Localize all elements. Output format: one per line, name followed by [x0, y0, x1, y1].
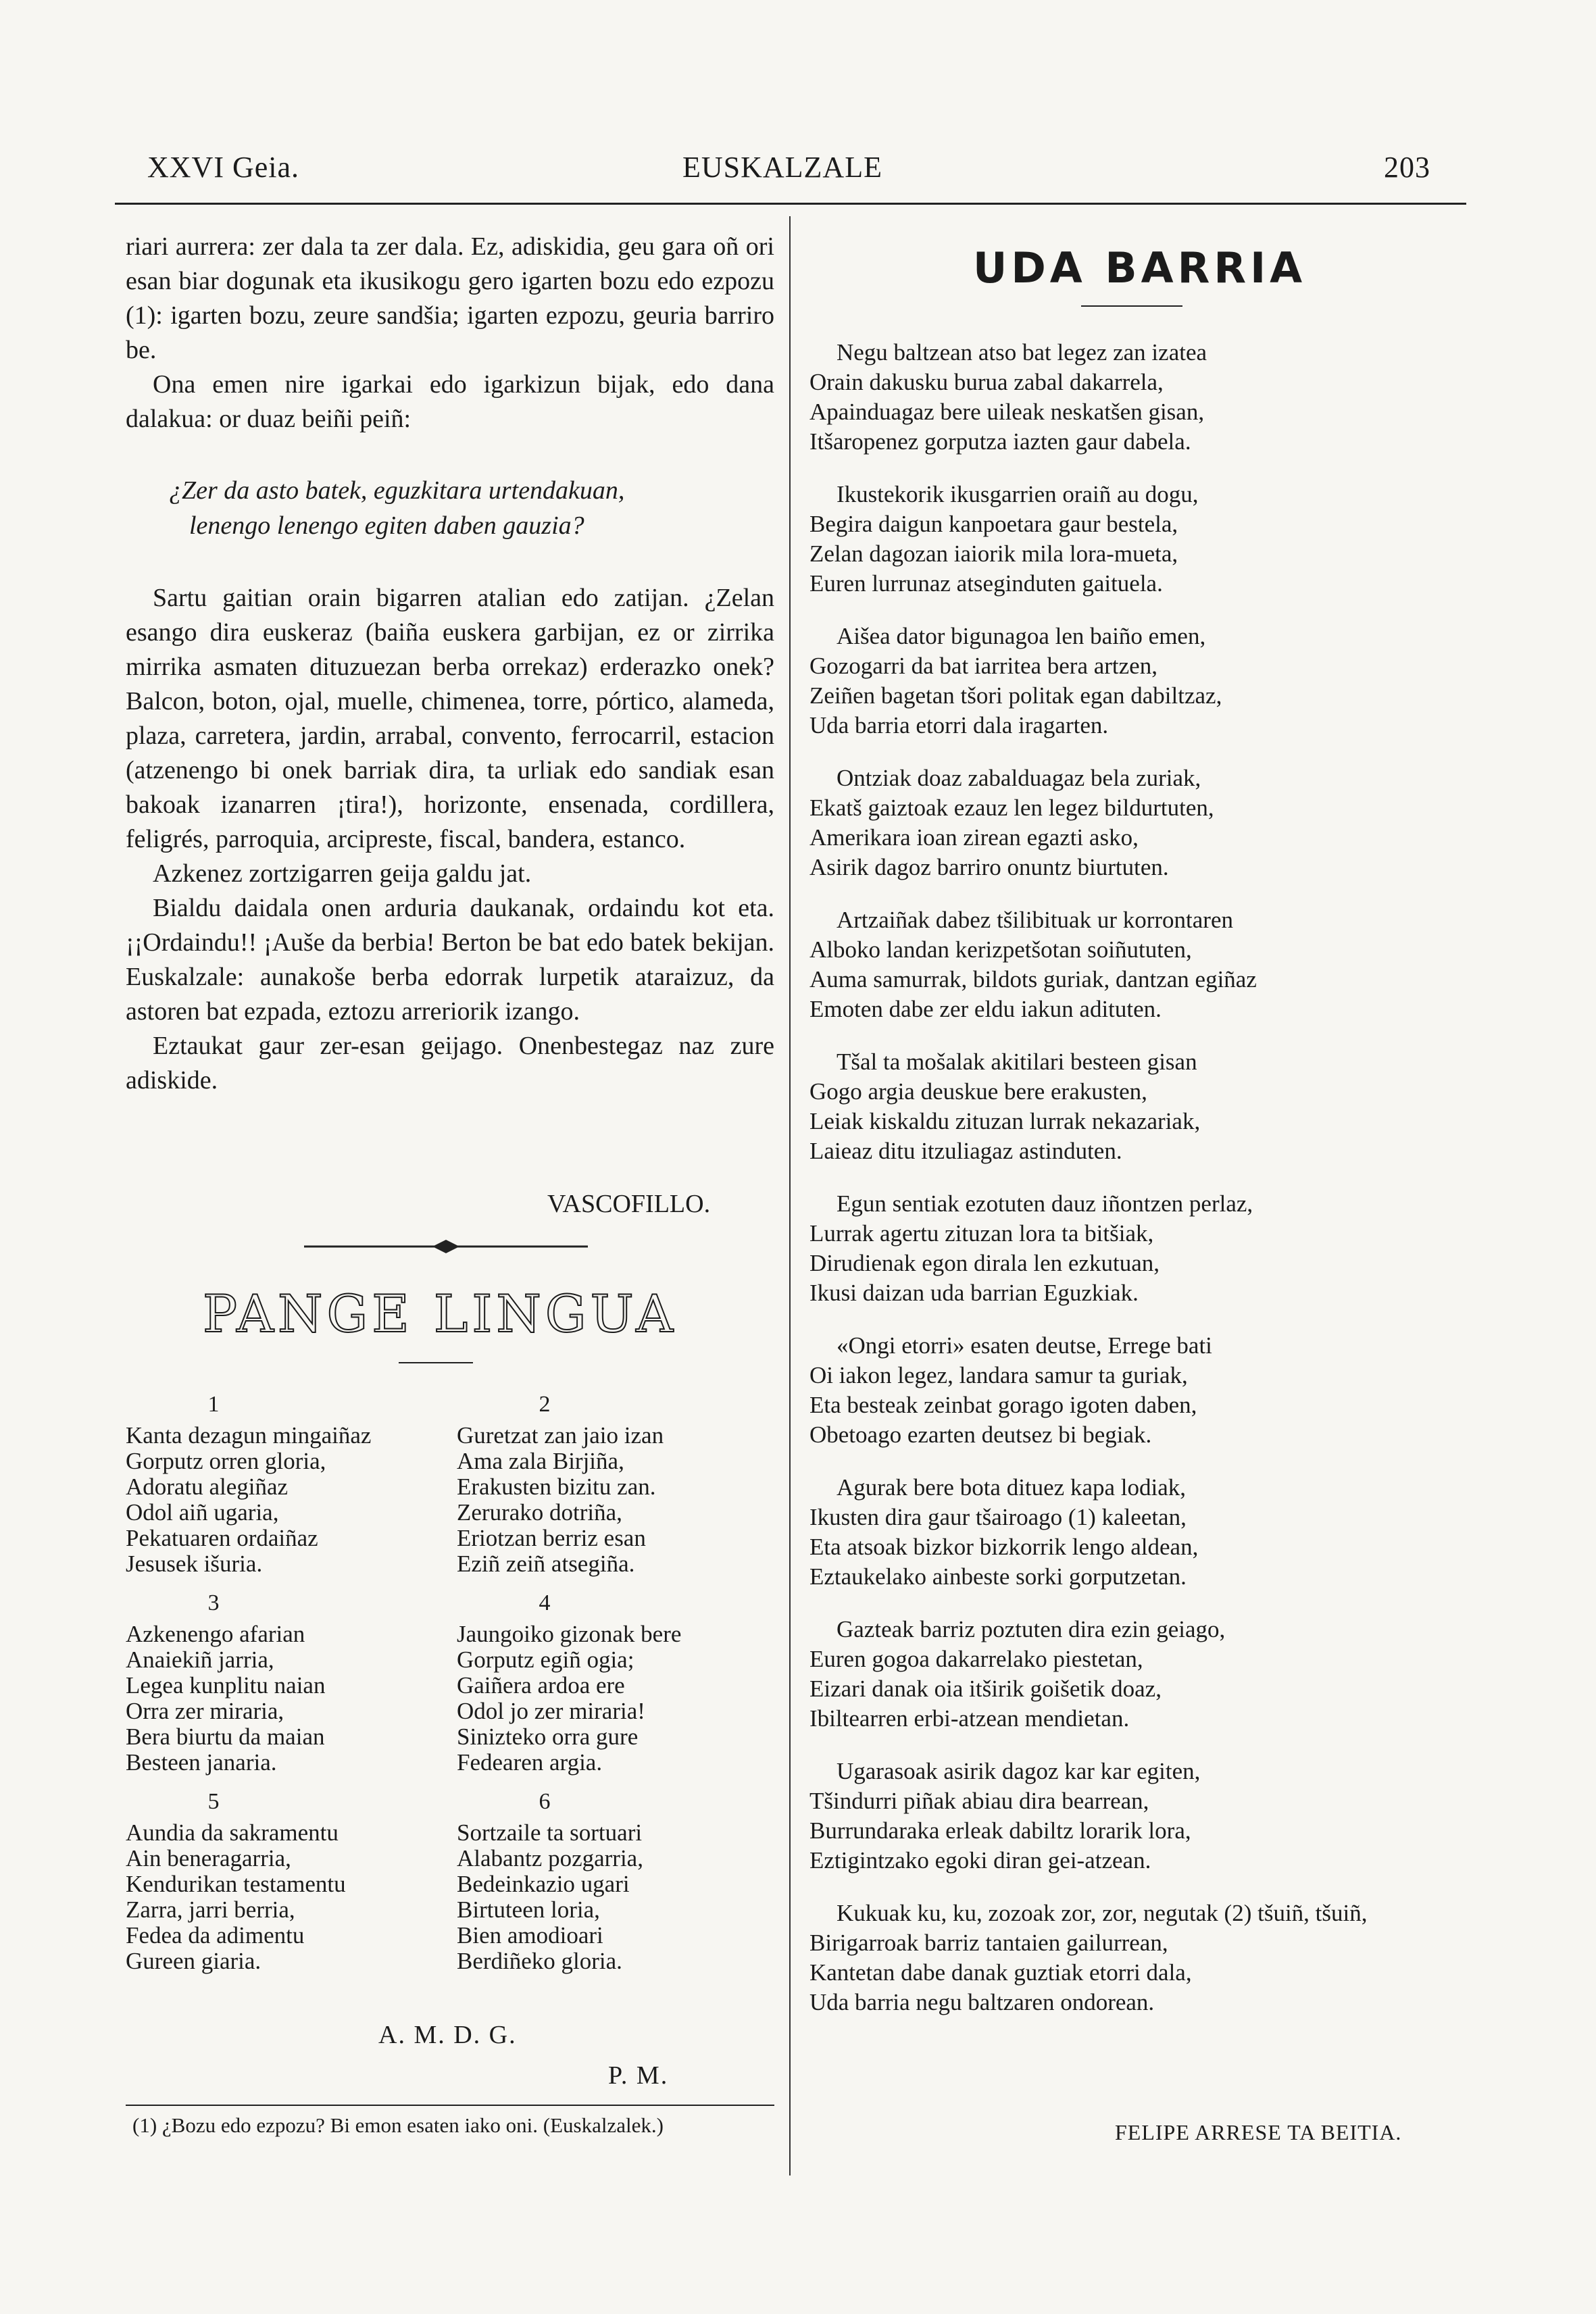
verse-line: Eriotzan berriz esan [457, 1525, 646, 1551]
verse-line: Uda barria etorri dala iragarten. [809, 712, 1109, 738]
poem-stanza [809, 1615, 1458, 1734]
verse-line: Kukuak ku, ku, zozoak zor, zor, negutak (2) tšuiñ, tšuiñ, [837, 1900, 1368, 1926]
verse-line: Uda barria negu baltzaren ondorean. [809, 1989, 1155, 2015]
verse-line: Dirudienak egon dirala len ezkutuan, [809, 1250, 1159, 1276]
stanza-number: 4 [539, 1590, 551, 1615]
verse-line: Fedea da adimentu [126, 1922, 305, 1948]
stanza-4 [457, 1590, 768, 1776]
verse-line: Ontziak doaz zabalduagaz bela zuriak, [837, 765, 1201, 791]
verse-line: Euren lurrunaz atseginduten gaituela. [809, 570, 1163, 597]
verse-line: Azkenengo afarian [126, 1621, 305, 1647]
verse-line: Anaiekiñ jarria, [126, 1646, 274, 1673]
verse-line: Guretzat zan jaio izan [457, 1422, 664, 1449]
verse-line: Eziñ zeiñ atsegiña. [457, 1551, 635, 1577]
verse-line: Odol jo zer miraria! [457, 1698, 645, 1724]
verse-line: Oi iakon legez, landara samur ta guriak, [809, 1362, 1188, 1388]
verse-line: Gazteak barriz poztuten dira ezin geiago, [837, 1616, 1226, 1642]
column-divider [789, 216, 791, 2175]
verse-line: Berdiñeko gloria. [457, 1948, 622, 1974]
verse-line: Bien amodioari [457, 1922, 603, 1948]
verse-line: Ikusi daizan uda barrian Eguzkiak. [809, 1280, 1139, 1306]
verse-line: Burrundaraka erleak dabiltz lorarik lora, [809, 1817, 1191, 1844]
verse-line: Fedearen argia. [457, 1749, 603, 1776]
verse-line: Odol aiñ ugaria, [126, 1499, 279, 1526]
verse-line: Tšindurri piñak abiau dira bearrean, [809, 1788, 1149, 1814]
title-underline [1081, 305, 1182, 307]
poem-stanza [809, 1473, 1458, 1592]
verse-line: Tšal ta mošalak akitilari besteen gisan [837, 1049, 1197, 1075]
riddle [169, 473, 777, 543]
verse-line: Gorputz egiñ ogia; [457, 1646, 634, 1673]
stanza-6 [457, 1789, 768, 1974]
verse-line: Jaungoiko gizonak bere [457, 1621, 682, 1647]
paragraph: Sartu gaitian orain bigarren atalian edo zatijan. ¿Zelan esango dira euskeraz (baiña euskera garbijan, ez or zirrika mirrika asmaten dituzuezan berba orrekaz) erderazko onek? Balcon, boton, ojal, muelle, chimenea, torre, pórtico, alameda, plaza, carretera, jardin, arrabal, convento, ferrocarril, estacion (atzenengo bi onek barriak dira, ta urliak edo sandiak esan bakoak izanarren ¡tira!), horizonte, ensenada, cordillera, feligrés, parroquia, arcipreste, fiscal, bandera, estanco. [126, 584, 774, 853]
verse-line: Legea kunplitu naian [126, 1672, 326, 1699]
riddle-line: ¿Zer da asto batek, eguzkitara urtendakuan, [169, 476, 625, 505]
verse-line: Eizari danak oia itširik goišetik doaz, [809, 1676, 1162, 1702]
verse-line: Eztigintzako egoki diran gei-atzean. [809, 1847, 1151, 1873]
verse-line: Adoratu alegiñaz [126, 1474, 289, 1500]
verse-line: Birtuteen loria, [457, 1896, 600, 1923]
stanza-number: 2 [539, 1392, 551, 1417]
verse-line: Kantetan dabe danak guztiak etorri dala, [809, 1959, 1192, 1986]
verse-line: Zeiñen bagetan tšori politak egan dabiltzaz, [809, 682, 1222, 709]
header-rule [115, 203, 1466, 205]
verse-line: Egun sentiak ezotuten dauz iñontzen perlaz, [837, 1190, 1253, 1217]
paragraph: Bialdu daidala onen arduria daukanak, ordaindu kot eta. ¡¡Ordaindu!! ¡Aušе da berbia! Berton be bat edo batek bekijan. Euskalzale: aunakoše berba edorrak lurpetik ataraizuz, da astoren bat ezpada, eztozu arreriorik izango. [126, 894, 774, 1026]
verse-line: Obetoago ezarten deutsez bi begiak. [809, 1422, 1152, 1448]
verse-line: Laieaz ditu itzuliagaz astinduten. [809, 1138, 1122, 1164]
poem-stanza [809, 905, 1458, 1024]
verse-line: Begira daigun kanpoetara gaur bestela, [809, 511, 1178, 537]
verse-line: Pekatuaren ordaiñaz [126, 1525, 318, 1551]
verse-line: Gaiñera ardoa ere [457, 1672, 625, 1699]
stanza-number: 6 [539, 1789, 551, 1814]
verse-line: Kanta dezagun mingaiñaz [126, 1422, 372, 1449]
verse-line: Eta atsoak bizkor bizkorrik lengo aldean, [809, 1534, 1199, 1560]
paragraph: riari aurrera: zer dala ta zer dala. Ez, adiskidia, geu gara oñ ori esan biar dogunak eta ikusikogu gero igarten bozu edo ezpozu (1): igarten bozu, zeure sandšia; igarten ezpozu, geuria barriro be. [126, 232, 774, 364]
stanza-5 [126, 1789, 457, 1974]
verse-line: Erakusten bizitu zan. [457, 1474, 656, 1500]
verse-line: Itšaropenez gorputza iazten gaur dabela. [809, 428, 1191, 455]
verse-line: Ugarasoak asirik dagoz kar kar egiten, [837, 1758, 1201, 1784]
stanza-number: 5 [207, 1789, 220, 1814]
pange-stanzas [126, 1392, 774, 1974]
verse-line: Ibiltearren erbi-atzean mendietan. [809, 1705, 1130, 1732]
paragraph: Ona emen nire igarkai edo igarkizun bijak, edo dana dalakua: or duaz beiñi peiñ: [126, 370, 774, 433]
verse-line: Orra zer miraria, [126, 1698, 284, 1724]
stanza-1 [126, 1392, 457, 1577]
verse-line: Negu baltzean atso bat legez zan izatea [837, 339, 1207, 366]
verse-line: Emoten dabe zer eldu iakun adituten. [809, 996, 1162, 1022]
uda-barria-title: UDA BARRIA [973, 243, 1307, 293]
verse-line: Gorputz orren gloria, [126, 1448, 326, 1474]
verse-line: Eztaukelako ainbeste sorki gorputzetan. [809, 1563, 1187, 1590]
poem-stanza [809, 1898, 1458, 2017]
poem-stanza [809, 1331, 1458, 1450]
riddle-line: lenengo lenengo egiten daben gauzia? [189, 511, 584, 540]
verse-line: Euren gogoa dakarrelako piestetan, [809, 1646, 1143, 1672]
verse-line: Auma samurrak, bildots guriak, dantzan egiñaz [809, 966, 1257, 992]
stanza-2 [457, 1392, 768, 1577]
poem-stanza [809, 763, 1458, 882]
verse-line: Gureen giaria. [126, 1948, 261, 1974]
verse-line: Sinizteko orra gure [457, 1724, 639, 1750]
left-text-block-1 [126, 230, 774, 436]
verse-line: Ikustekorik ikusgarrien oraiñ au dogu, [837, 481, 1199, 507]
paragraph: Azkenez zortzigarren geija galdu jat. [153, 859, 532, 888]
amdg: A. M. D. G. [378, 2021, 517, 2049]
verse-line: Kendurikan testamentu [126, 1871, 346, 1897]
verse-line: Jesusek išuria. [126, 1551, 263, 1577]
verse-line: Agurak bere bota dituez kapa lodiak, [837, 1474, 1187, 1501]
uda-barria-poem [809, 338, 1458, 2017]
verse-line: Ain beneragarria, [126, 1845, 291, 1871]
left-text-block-2 [126, 581, 774, 1098]
pange-lingua-title: PANGE LINGUA [203, 1284, 678, 1344]
verse-line: Ikusten dira gaur tšairoago (1) kaleetan, [809, 1504, 1187, 1530]
verse-line: Eta besteak zeinbat gorago igoten daben, [809, 1392, 1197, 1418]
poem-stanza [809, 622, 1458, 740]
footnote-rule [126, 2105, 774, 2106]
verse-line: Aišea dator bigunagoa len baiño emen, [837, 623, 1206, 649]
verse-line: Bedeinkazio ugari [457, 1871, 630, 1897]
page-number: 203 [1384, 151, 1430, 184]
verse-line: Bera biurtu da maian [126, 1724, 325, 1750]
pange-initials: P. M. [608, 2061, 669, 2090]
poem-stanza [809, 1047, 1458, 1166]
verse-line: Orain dakusku burua zabal dakarrela, [809, 369, 1164, 395]
running-head-center: EUSKALZALE [682, 151, 882, 184]
poem-stanza [809, 1189, 1458, 1308]
paragraph: Eztaukat gaur zer-esan geijago. Onenbestegaz naz zure adiskide. [126, 1032, 774, 1095]
verse-line: Artzaiñak dabez tšilibituak ur korrontaren [837, 907, 1234, 933]
footnote: (1) ¿Bozu edo ezpozu? Bi emon esaten iako oni. (Euskalzalek.) [132, 2113, 664, 2137]
verse-line: Ekatš gaiztoak ezauz len legez bildurtuten, [809, 795, 1214, 821]
poem-stanza [809, 338, 1458, 457]
verse-line: Besteen janaria. [126, 1749, 277, 1776]
verse-line: Sortzaile ta sortuari [457, 1819, 643, 1846]
verse-line: Birigarroak barriz tantaien gailurrean, [809, 1930, 1168, 1956]
verse-line: Alboko landan kerizpetšotan soiñututen, [809, 936, 1192, 963]
verse-line: Apainduagaz bere uileak neskatšen gisan, [809, 399, 1205, 425]
verse-line: Zarra, jarri berria, [126, 1896, 295, 1923]
verse-line: Amerikara ioan zirean egazti asko, [809, 824, 1139, 851]
verse-line: Ama zala Birjiña, [457, 1448, 624, 1474]
verse-line: Asirik dagoz barriro onuntz biurtuten. [809, 854, 1169, 880]
verse-line: Alabantz pozgarria, [457, 1845, 643, 1871]
verse-line: Gogo argia deuskue bere erakusten, [809, 1078, 1147, 1105]
title-underline [399, 1362, 473, 1363]
verse-line: Zerurako dotriña, [457, 1499, 622, 1526]
poem-stanza [809, 1757, 1458, 1876]
stanza-number: 1 [207, 1392, 220, 1417]
running-head-left: XXVI Geia. [147, 151, 300, 184]
stanza-number: 3 [207, 1590, 220, 1615]
signature-felipe-arrese: FELIPE ARRESE TA BEITIA. [1115, 2120, 1402, 2144]
signature-vascofillo: VASCOFILLO. [547, 1190, 711, 1218]
ornament-rule [304, 1236, 588, 1257]
verse-line: Leiak kiskaldu zituzan lurrak nekazariak, [809, 1108, 1201, 1134]
verse-line: Lurrak agertu zituzan lora ta bitšiak, [809, 1220, 1154, 1247]
verse-line: «Ongi etorri» esaten deutse, Erregе bati [837, 1332, 1212, 1359]
verse-line: Zelan dagozan iaiorik mila lora-mueta, [809, 540, 1178, 567]
poem-stanza [809, 480, 1458, 599]
stanza-3 [126, 1590, 457, 1776]
verse-line: Gozogarri da bat iarritea bera artzen, [809, 653, 1157, 679]
verse-line: Aundia da sakramentu [126, 1819, 339, 1846]
